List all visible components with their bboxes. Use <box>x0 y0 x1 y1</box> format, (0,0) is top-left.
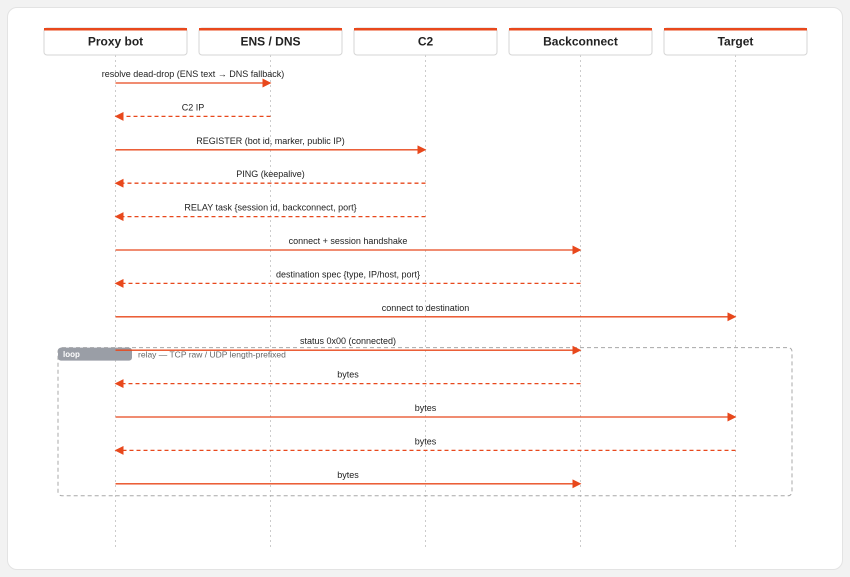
actor-label-bc: Backconnect <box>543 34 618 49</box>
message-label-4: PING (keepalive) <box>236 169 305 180</box>
message-label-1: resolve dead-drop (ENS text → DNS fallback) <box>101 69 285 79</box>
message-label-9: status 0x00 (connected) <box>299 336 397 347</box>
message-label-11: bytes <box>414 403 437 413</box>
actor-accent-bar-bc <box>509 28 652 31</box>
actor-accent-bar-ens <box>199 28 342 31</box>
loop-tag-label: loop <box>63 350 80 360</box>
message-label-13: bytes <box>337 469 359 480</box>
message-label-7: destination spec {type, IP/host, port} <box>275 269 421 280</box>
actor-label-proxy: Proxy bot <box>87 34 144 49</box>
message-label-3: REGISTER (bot id, marker, public IP) <box>196 135 345 146</box>
message-label-2: C2 IP <box>181 102 205 113</box>
actor-accent-bar-proxy <box>44 28 187 31</box>
actor-label-ens: ENS / DNS <box>240 34 301 49</box>
message-label-6: connect + session handshake <box>288 236 408 246</box>
message-label-12: bytes <box>414 436 437 447</box>
message-label-8: connect to destination <box>381 302 470 313</box>
actor-accent-bar-target <box>664 28 807 31</box>
actor-accent-bar-c2 <box>354 28 497 31</box>
loop-title: relay — TCP raw / UDP length-prefixed <box>138 349 286 360</box>
message-label-5: RELAY task {session id, backconnect, port} <box>184 202 357 213</box>
actor-label-target: Target <box>717 34 754 49</box>
actor-label-c2: C2 <box>417 34 434 49</box>
message-label-10: bytes <box>337 369 359 380</box>
